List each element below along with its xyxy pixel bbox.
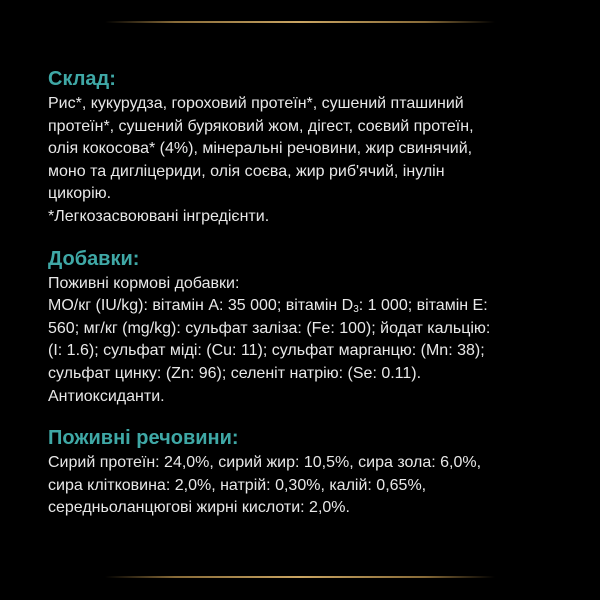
composition-line: Рис*, кукурудза, гороховий протеїн*, сушений пташиний <box>48 95 464 112</box>
vitamins-text-end: : 1 000; вітамін Е: <box>358 297 488 315</box>
composition-line: цикорію. <box>48 185 112 203</box>
nutrients-text <box>48 452 568 520</box>
composition-text <box>48 93 568 229</box>
nutrients-line: середньоланцюгові жирні кислоти: 2,0%. <box>48 499 350 517</box>
additives-line: Поживні кормові добавки: <box>48 274 240 292</box>
composition-line: протеїн*, сушений буряковий жом, дігест, соєвий протеїн, <box>48 117 474 135</box>
bottom-gold-divider <box>105 576 495 578</box>
additives-line: Антиоксиданти. <box>48 387 165 405</box>
nutrients-line: Сирий протеїн: 24,0%, сирий жир: 10,5%, сира зола: 6,0%, <box>48 454 482 472</box>
nutrients-heading: Поживні речовини: <box>48 427 239 450</box>
ingredients-panel <box>48 66 568 520</box>
composition-line: олія кокосова* (4%), мінеральні речовини, жир свинячий, <box>48 140 473 158</box>
nutrients-line: сира клітковина: 2,0%, натрій: 0,30%, калій: 0,65%, <box>48 476 427 494</box>
additives-line: сульфат цинку: (Zn: 96); селеніт натрію: (Se: 0.11). <box>48 364 422 382</box>
additives-section <box>48 246 568 409</box>
additives-line: 560; мг/кг (mg/kg): сульфат заліза: (Fe: 100); йодат кальцію: <box>48 319 491 337</box>
additives-line: (I: 1.6); сульфат міді: (Cu: 11); сульфат марганцю: (Mn: 38); <box>48 342 485 360</box>
vitamins-text-start: МО/кг (IU/kg): вітамін А: 35 000; вітамін D <box>48 297 354 315</box>
top-gold-divider <box>105 21 495 23</box>
nutrients-section <box>48 425 568 520</box>
composition-heading: Склад: <box>48 68 116 90</box>
composition-section <box>48 66 568 229</box>
additives-heading: Добавки: <box>48 247 140 270</box>
vitamin-d-subscript: 3 <box>353 304 359 316</box>
composition-footnote: *Легкозасвоювані інгредієнти. <box>48 207 270 225</box>
additives-text <box>48 273 568 409</box>
composition-line: моно та дигліцериди, олія соєва, жир риб'ячий, інулін <box>48 162 445 180</box>
additives-line-vitamins <box>48 295 568 318</box>
